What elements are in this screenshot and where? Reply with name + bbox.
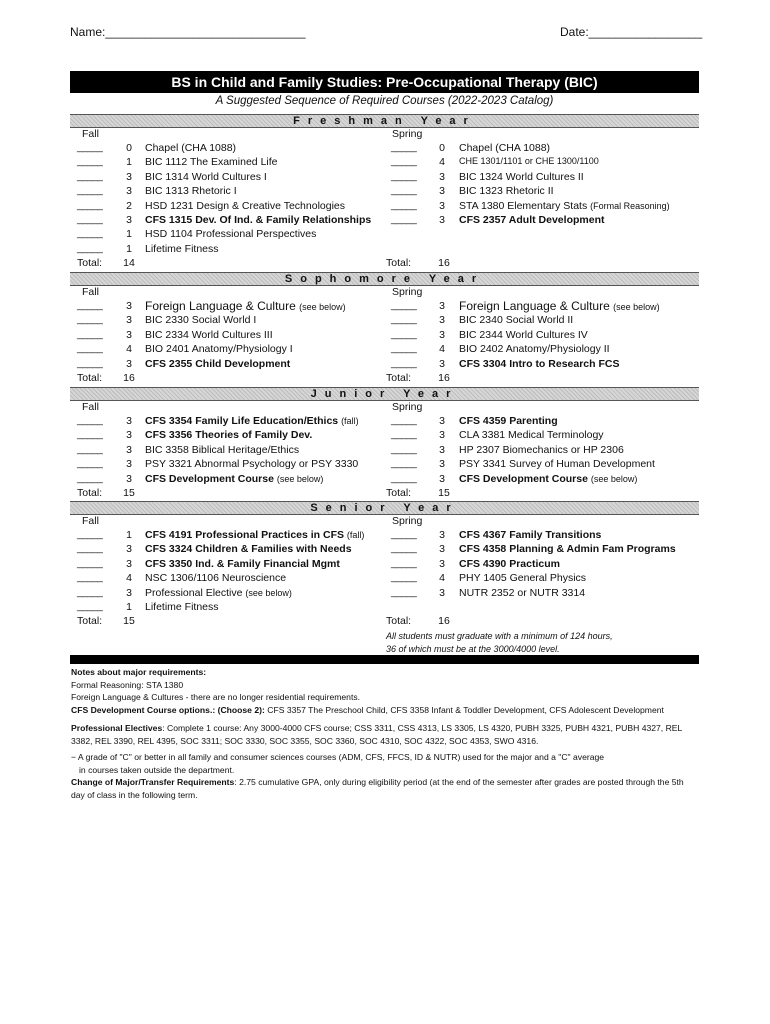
course-title: BIC 2334 World Cultures III [145, 328, 273, 341]
grade-blank[interactable]: _____ [391, 572, 417, 584]
course-name [145, 314, 256, 326]
grade-blank[interactable]: _____ [391, 472, 417, 484]
course-title: Foreign Language & Culture [145, 299, 296, 313]
spring-label: Spring [392, 128, 423, 140]
fall-label: Fall [82, 286, 99, 298]
course-title: CFS 3350 Ind. & Family Financial Mgmt [145, 557, 340, 570]
course-credits: 3 [126, 185, 132, 198]
grade-blank[interactable]: _____ [391, 529, 417, 540]
grade-blank[interactable]: _____ [77, 214, 103, 225]
grade-blank[interactable]: _____ [391, 314, 417, 326]
course-title: HSD 1104 Professional Perspectives [145, 228, 317, 241]
grade-blank[interactable]: _____ [77, 242, 103, 254]
course-title: BIO 2401 Anatomy/Physiology I [145, 343, 293, 356]
course-title: Lifetime Fitness [145, 601, 219, 613]
fall-total-value: 14 [123, 257, 135, 270]
course-credits: 0 [126, 142, 132, 154]
course-title: NUTR 2352 or NUTR 3314 [459, 586, 586, 599]
course-name [459, 142, 550, 154]
spring-label: Spring [392, 286, 423, 298]
name-field-label[interactable]: Name:______________________________ [70, 25, 306, 39]
course-title: Lifetime Fitness [145, 242, 219, 255]
year-header: Junior Year [70, 387, 699, 401]
course-name [459, 473, 637, 485]
fall-label: Fall [82, 515, 99, 527]
note-grade-requirement-1: − A grade of "C" or better in all family and consumer sciences courses (ADM, CFS, FFCS, ID & NUTR) used for the major and a "C" average [71, 752, 605, 762]
course-title: BIC 1112 The Examined Life [145, 156, 278, 169]
course-title: HSD 1231 Design & Creative Technologies [145, 199, 346, 212]
grade-blank[interactable]: _____ [77, 543, 103, 555]
course-note: (see below) [613, 302, 660, 312]
course-title: PHY 1405 General Physics [459, 572, 587, 585]
grade-blank[interactable]: _____ [391, 415, 417, 426]
grade-blank[interactable]: _____ [391, 357, 417, 369]
course-credits: 4 [439, 156, 445, 169]
course-credits: 3 [126, 458, 132, 471]
fall-label: Fall [82, 128, 99, 140]
grade-blank[interactable]: _____ [77, 170, 103, 182]
course-title: BIC 1313 Rhetoric I [145, 185, 237, 198]
grade-blank[interactable]: _____ [391, 170, 417, 182]
course-name [459, 572, 586, 584]
course-title: CFS 4191 Professional Practices in CFS [145, 529, 344, 541]
course-credits: 3 [439, 300, 445, 312]
course-credits: 3 [126, 314, 132, 327]
date-field-label[interactable]: Date:_________________ [560, 25, 703, 39]
course-title: CFS Development Course [145, 472, 274, 485]
course-credits: 3 [126, 415, 132, 427]
spring-total-label: Total: [386, 372, 412, 384]
course-title: CFS 2357 Adult Development [459, 214, 605, 226]
course-credits: 3 [126, 429, 132, 442]
course-credits: 3 [126, 214, 132, 226]
page-title: BS in Child and Family Studies: Pre-Occupational Therapy (BIC) [70, 71, 699, 93]
course-note: (see below) [590, 473, 638, 484]
fall-total-label: Total: [77, 257, 103, 270]
graduation-note-line-2: 36 of which must be at the 3000/4000 level. [386, 644, 560, 654]
fall-total-value: 15 [123, 487, 135, 499]
course-name [459, 200, 670, 212]
course-name [459, 429, 604, 441]
spring-total-value: 16 [438, 615, 450, 628]
note-cfs-development: CFS Development Course options.: (Choose 2): CFS 3357 The Preschool Child, CFS 3358 Infant & Toddler Development, CFS Adolescent Development [71, 704, 664, 715]
course-title: CFS 4367 Family Transitions [459, 529, 602, 541]
course-credits: 1 [126, 242, 132, 255]
fall-total-value: 15 [123, 615, 135, 628]
course-name [145, 243, 219, 255]
course-name [145, 171, 267, 183]
course-name [459, 214, 604, 226]
course-credits: 3 [439, 415, 445, 427]
spring-total-value: 16 [438, 372, 450, 384]
course-title: BIC 2330 Social World I [145, 314, 257, 327]
course-title: CFS 4358 Planning & Admin Fam Programs [459, 543, 676, 556]
course-title: CFS 4390 Practicum [459, 557, 560, 570]
grade-blank[interactable]: _____ [77, 300, 103, 311]
course-name [145, 558, 340, 570]
course-title: CFS 3304 Intro to Research FCS [459, 357, 620, 370]
fall-total-label: Total: [77, 372, 103, 384]
grade-blank[interactable]: _____ [77, 185, 103, 197]
grade-blank[interactable]: _____ [391, 300, 417, 311]
course-name [145, 444, 299, 456]
course-title: CHE 1301/1101 or CHE 1300/1100 [459, 156, 599, 167]
course-credits: 3 [439, 543, 445, 556]
course-name [145, 343, 293, 355]
course-credits: 3 [126, 300, 132, 312]
grade-blank[interactable]: _____ [77, 328, 103, 340]
graduation-note-line-1: All students must graduate with a minimum of 124 hours, [386, 631, 613, 641]
course-name [459, 343, 610, 355]
course-credits: 3 [126, 472, 132, 485]
course-name [459, 185, 554, 197]
course-name [145, 299, 346, 313]
grade-blank[interactable]: _____ [391, 185, 417, 197]
course-title: CFS 3354 Family Life Education/Ethics [145, 415, 339, 427]
course-credits: 4 [126, 343, 132, 356]
spring-total-value: 15 [438, 487, 450, 499]
course-name [145, 429, 312, 441]
course-name [145, 572, 286, 584]
course-name [459, 558, 560, 570]
course-title: PSY 3321 Abnormal Psychology or PSY 3330 [145, 458, 359, 471]
spring-label: Spring [392, 515, 423, 527]
course-title: Foreign Language & Culture [459, 299, 610, 313]
course-name [145, 214, 371, 226]
course-name [459, 543, 676, 555]
course-credits: 3 [439, 314, 445, 327]
grade-blank[interactable]: _____ [77, 228, 103, 240]
grade-blank[interactable]: _____ [77, 142, 103, 153]
grade-blank[interactable]: _____ [391, 443, 417, 455]
course-name [145, 543, 352, 555]
course-title: NSC 1306/1106 Neuroscience [145, 572, 287, 585]
spring-total-label: Total: [386, 615, 412, 628]
course-title: BIC 1323 Rhetoric II [459, 185, 554, 198]
course-credits: 3 [439, 529, 445, 541]
course-credits: 3 [439, 357, 445, 370]
grade-blank[interactable]: _____ [391, 343, 417, 355]
course-title: BIC 3358 Biblical Heritage/Ethics [145, 443, 300, 456]
course-credits: 3 [126, 443, 132, 456]
fall-total-label: Total: [77, 615, 103, 628]
year-header: Freshman Year [70, 114, 699, 128]
course-credits: 3 [126, 557, 132, 570]
grade-blank[interactable]: _____ [77, 586, 103, 598]
grade-blank[interactable]: _____ [391, 199, 417, 211]
course-name [459, 529, 601, 541]
notes-section [71, 666, 691, 801]
course-credits: 2 [126, 199, 132, 212]
course-note: (fall) [341, 416, 359, 426]
course-name [459, 415, 558, 427]
course-name [459, 444, 624, 456]
course-credits: 1 [126, 601, 132, 613]
grade-blank[interactable]: _____ [77, 357, 103, 369]
fall-total-label: Total: [77, 487, 103, 499]
course-title: CFS 4359 Parenting [459, 415, 558, 427]
course-credits: 3 [439, 185, 445, 198]
course-credits: 3 [439, 199, 445, 212]
spring-total-label: Total: [386, 487, 412, 499]
grade-blank[interactable]: _____ [77, 343, 103, 355]
course-title: PSY 3341 Survey of Human Development [459, 458, 655, 471]
course-title: BIC 2340 Social World II [459, 314, 574, 327]
course-title: CFS 2355 Child Development [145, 357, 291, 370]
course-name [145, 587, 292, 599]
course-name [145, 185, 237, 197]
course-name [145, 601, 219, 613]
course-note: (Formal Reasoning) [590, 200, 670, 211]
course-title: BIC 1314 World Cultures I [145, 170, 267, 183]
grade-blank[interactable]: _____ [77, 429, 103, 441]
course-credits: 4 [439, 572, 445, 585]
grade-blank[interactable]: _____ [391, 328, 417, 340]
course-name [145, 329, 273, 341]
course-credits: 0 [439, 142, 445, 154]
course-credits: 3 [439, 458, 445, 471]
grade-blank[interactable]: _____ [77, 529, 103, 540]
grade-blank[interactable]: _____ [77, 557, 103, 569]
course-title: CLA 3381 Medical Terminology [459, 429, 604, 442]
course-name [459, 314, 573, 326]
course-name [459, 299, 660, 313]
course-name [145, 415, 359, 427]
course-name [459, 458, 655, 470]
grade-blank[interactable]: _____ [391, 458, 417, 470]
course-credits: 4 [126, 572, 132, 585]
grade-blank[interactable]: _____ [77, 156, 103, 168]
notes-heading: Notes about major requirements: [71, 667, 207, 677]
course-title: HP 2307 Biomechanics or HP 2306 [459, 443, 624, 456]
spring-label: Spring [392, 401, 423, 413]
course-name [145, 529, 364, 541]
course-name [459, 171, 584, 183]
note-foreign-language: Foreign Language & Cultures - there are no longer residential requirements. [71, 692, 361, 702]
note-professional-electives: Professional Electives: Complete 1 course: Any 3000-4000 CFS course; CSS 3311, CSS 4313, LS 3305, LS 4320, PUBH 3325, PUBH 4321, PUBH 4327, REL 3382, REL 3390, REL 4395, SOC 3311; SOC 3330, SOC 3355, SOC 3360, SOC 4310, SOC 4322, SOC 4353, SWO 4316. [71, 723, 682, 746]
course-credits: 3 [126, 170, 132, 183]
course-name [459, 587, 585, 599]
spring-total-value: 16 [438, 257, 450, 270]
note-formal-reasoning: Formal Reasoning: STA 1380 [71, 679, 184, 690]
course-credits: 3 [439, 214, 445, 226]
course-credits: 3 [439, 557, 445, 570]
note-transfer-requirements: Change of Major/Transfer Requirements: 2.75 cumulative GPA, only during eligibility period (at the end of the semester after grades are posted through the 5th day of class in the following term. [71, 777, 684, 800]
course-name [459, 358, 619, 370]
page-subtitle: A Suggested Sequence of Required Courses (2022-2023 Catalog) [215, 95, 554, 107]
course-title: Chapel (CHA 1088) [145, 142, 237, 154]
course-credits: 1 [126, 529, 132, 541]
year-header: Senior Year [70, 501, 699, 515]
section-divider [70, 655, 699, 664]
grade-blank[interactable]: _____ [77, 458, 103, 470]
course-credits: 3 [439, 328, 445, 341]
spring-total-label: Total: [386, 257, 412, 270]
grade-blank[interactable]: _____ [77, 472, 103, 484]
grade-blank[interactable]: _____ [77, 199, 103, 211]
fall-label: Fall [82, 401, 99, 413]
fall-total-value: 16 [123, 372, 135, 384]
grade-blank[interactable]: _____ [77, 572, 103, 584]
course-note: (see below) [299, 302, 346, 312]
course-credits: 3 [439, 586, 445, 599]
grade-blank[interactable]: _____ [391, 142, 417, 153]
course-title: BIC 2344 World Cultures IV [459, 328, 588, 341]
year-header: Sophomore Year [70, 272, 699, 286]
grade-blank[interactable]: _____ [77, 314, 103, 326]
course-name [145, 458, 358, 470]
grade-blank[interactable]: _____ [391, 429, 417, 441]
course-title: Professional Elective [145, 586, 243, 599]
course-credits: 3 [126, 543, 132, 556]
course-name [145, 156, 278, 168]
course-credits: 1 [126, 156, 132, 169]
grade-blank[interactable]: _____ [77, 443, 103, 455]
course-name [145, 228, 316, 240]
course-credits: 3 [126, 357, 132, 370]
course-note: (see below) [245, 587, 292, 598]
grade-blank[interactable]: _____ [77, 415, 103, 426]
course-title: CFS Development Course [459, 472, 588, 485]
course-name [145, 358, 290, 370]
course-credits: 4 [439, 343, 445, 356]
course-credits: 3 [439, 472, 445, 485]
course-title: BIO 2402 Anatomy/Physiology II [459, 343, 610, 356]
grade-blank[interactable]: _____ [77, 601, 103, 612]
course-title: CFS 1315 Dev. Of Ind. & Family Relationships [145, 214, 372, 226]
grade-blank[interactable]: _____ [391, 543, 417, 555]
course-title: Chapel (CHA 1088) [459, 142, 551, 154]
grade-blank[interactable]: _____ [391, 214, 417, 225]
course-name [145, 473, 323, 485]
course-name [459, 329, 588, 341]
course-title: BIC 1324 World Cultures II [459, 170, 584, 183]
course-credits: 3 [439, 429, 445, 442]
course-note: (fall) [346, 530, 365, 540]
course-name [145, 142, 236, 154]
grade-blank[interactable]: _____ [391, 156, 417, 168]
course-credits: 3 [439, 443, 445, 456]
course-credits: 1 [126, 228, 132, 241]
course-credits: 3 [126, 586, 132, 599]
note-grade-requirement-2: in courses taken outside the department. [79, 764, 235, 775]
course-name [145, 200, 345, 212]
course-credits: 3 [439, 170, 445, 183]
grade-blank[interactable]: _____ [391, 586, 417, 598]
course-credits: 3 [126, 328, 132, 341]
course-title: CFS 3356 Theories of Family Dev. [145, 429, 313, 442]
course-note: (see below) [276, 473, 324, 484]
course-title: CFS 3324 Children & Families with Needs [145, 543, 352, 556]
course-name [459, 156, 599, 166]
course-title: STA 1380 Elementary Stats [459, 199, 588, 212]
grade-blank[interactable]: _____ [391, 557, 417, 569]
